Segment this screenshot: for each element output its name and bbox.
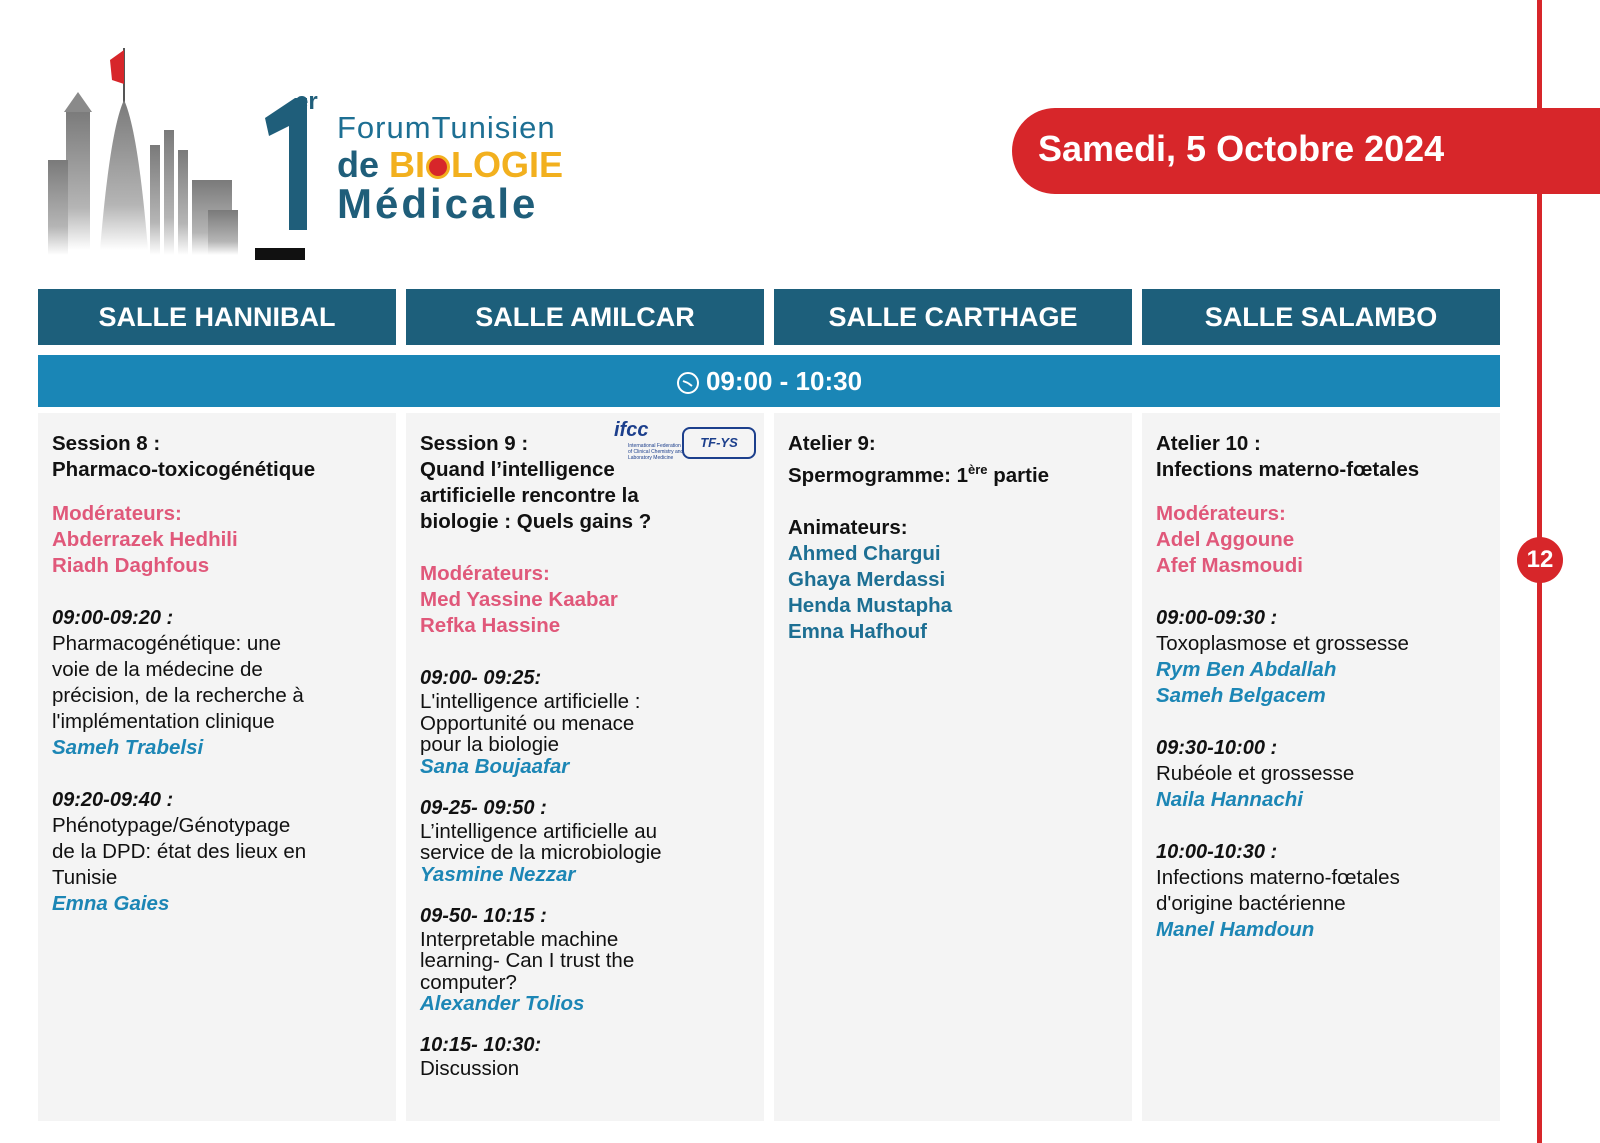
speaker-name: Sameh Trabelsi	[52, 736, 204, 759]
moderator-name: Med Yassine Kaabar	[420, 588, 618, 611]
talk-title-line: Rubéole et grossesse	[1156, 762, 1355, 785]
speaker-name: Emna Gaies	[52, 892, 170, 915]
talk-title-line: L'intelligence artificielle :	[420, 690, 641, 713]
session-title-line: artificielle rencontre la	[420, 484, 639, 507]
number-one-graphic	[255, 98, 327, 263]
speaker-name: Rym Ben Abdallah	[1156, 658, 1337, 681]
animator-name: Ghaya Merdassi	[788, 568, 946, 591]
workshop-label: Atelier 10 :	[1156, 432, 1261, 455]
session-title-line: Quand l’intelligence	[420, 458, 615, 481]
date-banner	[1012, 108, 1600, 194]
talk-time: 09:00- 09:25:	[420, 667, 542, 689]
talk-time: 09:00-09:30 :	[1156, 607, 1278, 629]
talk-title-line: computer?	[420, 970, 517, 994]
clock-icon	[676, 371, 700, 395]
talk-time: 09:20-09:40 :	[52, 789, 174, 811]
talk-title-line: précision, de la recherche à	[52, 684, 304, 707]
column-amilcar	[406, 413, 764, 1121]
talk-title-line: d'origine bactérienne	[1156, 892, 1346, 915]
talk-time: 09-25- 09:50 :	[420, 796, 547, 819]
animator-name: Ahmed Chargui	[788, 542, 941, 565]
room-header-hannibal: SALLE HANNIBAL	[38, 289, 396, 345]
ifcc-logo-caption: International Federation of Clinical Chemistry and Laboratory Medicine	[628, 443, 684, 461]
session-title: Pharmaco-toxicogénétique	[52, 458, 316, 481]
column-hannibal	[38, 413, 396, 1121]
talk-title-line: Infections materno-fœtales	[1156, 866, 1400, 889]
tunis-skyline-icon	[40, 40, 260, 265]
logo-de-biologie: de BI LOGIE	[337, 144, 564, 185]
talk-title-line: Discussion	[420, 1057, 520, 1080]
talk-title-line: Tunisie	[52, 866, 118, 889]
session-label: Session 8 :	[52, 432, 161, 455]
speaker-name: Sana Boujaafar	[420, 754, 570, 778]
moderator-name: Afef Masmoudi	[1156, 554, 1303, 577]
moderator-name: Refka Hassine	[420, 614, 561, 637]
animators-heading: Animateurs:	[788, 516, 908, 539]
animator-name: Emna Hafhouf	[788, 620, 927, 643]
column-carthage	[774, 413, 1132, 1121]
talk-title-line: Pharmacogénétique: une	[52, 632, 282, 655]
session-title-line: biologie : Quels gains ?	[420, 510, 652, 533]
talk-time: 10:00-10:30 :	[1156, 841, 1278, 863]
speaker-name: Sameh Belgacem	[1156, 684, 1326, 707]
tf-ys-badge: TF-YS	[682, 427, 756, 459]
logo-forum-tunisien: ForumTunisien	[337, 110, 556, 145]
talk-title-line: voie de la médecine de	[52, 658, 263, 681]
speaker-name: Naila Hannachi	[1156, 788, 1303, 811]
speaker-name: Alexander Tolios	[420, 992, 585, 1015]
column-salambo	[1142, 413, 1500, 1121]
moderators-heading: Modérateurs:	[1156, 502, 1286, 525]
logo-superscript: er	[295, 88, 318, 115]
time-slot-bar	[38, 355, 1500, 407]
ifcc-logo: ifcc	[614, 419, 649, 441]
talk-time: 10:15- 10:30:	[420, 1034, 542, 1056]
talk-title-line: L’intelligence artificielle au	[420, 819, 658, 843]
time-slot-text: 09:00 - 10:30	[705, 366, 863, 396]
room-header-salambo: SALLE SALAMBO	[1142, 289, 1500, 345]
date-text: Samedi, 5 Octobre 2024	[1038, 128, 1445, 169]
animator-name: Henda Mustapha	[788, 594, 953, 617]
talk-title-line: service de la microbiologie	[420, 841, 662, 864]
moderator-name: Adel Aggoune	[1156, 528, 1295, 551]
talk-title-line: pour la biologie	[420, 733, 560, 756]
room-header-carthage: SALLE CARTHAGE	[774, 289, 1132, 345]
talk-title-line: Phénotypage/Génotypage	[52, 814, 291, 837]
talk-title-line: l'implémentation clinique	[52, 710, 275, 733]
moderators-heading: Modérateurs:	[420, 562, 550, 585]
talk-title-line: Interpretable machine	[420, 927, 619, 951]
room-header-amilcar: SALLE AMILCAR	[406, 289, 764, 345]
moderator-name: Abderrazek Hedhili	[52, 528, 238, 551]
talk-title-line: de la DPD: état des lieux en	[52, 840, 307, 863]
page-number-badge: 12	[1517, 537, 1563, 583]
talk-time: 09-50- 10:15 :	[420, 904, 547, 927]
session-label: Session 9 :	[420, 432, 529, 455]
workshop-label: Atelier 9:	[788, 432, 876, 455]
speaker-name: Manel Hamdoun	[1156, 918, 1315, 941]
talk-time: 09:30-10:00 :	[1156, 737, 1278, 759]
talk-time: 09:00-09:20 :	[52, 607, 174, 629]
forum-logo	[40, 40, 580, 265]
tunisia-seal-icon	[426, 155, 450, 179]
logo-medicale: Médicale	[337, 180, 539, 227]
workshop-title: Infections materno-fœtales	[1156, 458, 1420, 481]
moderator-name: Riadh Daghfous	[52, 554, 210, 577]
workshop-title: Spermogramme: 1ère partie	[788, 462, 1050, 487]
talk-title-line: learning- Can I trust the	[420, 949, 635, 972]
talk-title-line: Toxoplasmose et grossesse	[1156, 632, 1409, 655]
talk-title-line: Opportunité ou menace	[420, 711, 635, 735]
speaker-name: Yasmine Nezzar	[420, 862, 576, 886]
moderators-heading: Modérateurs:	[52, 502, 182, 525]
partner-badges	[614, 419, 762, 459]
